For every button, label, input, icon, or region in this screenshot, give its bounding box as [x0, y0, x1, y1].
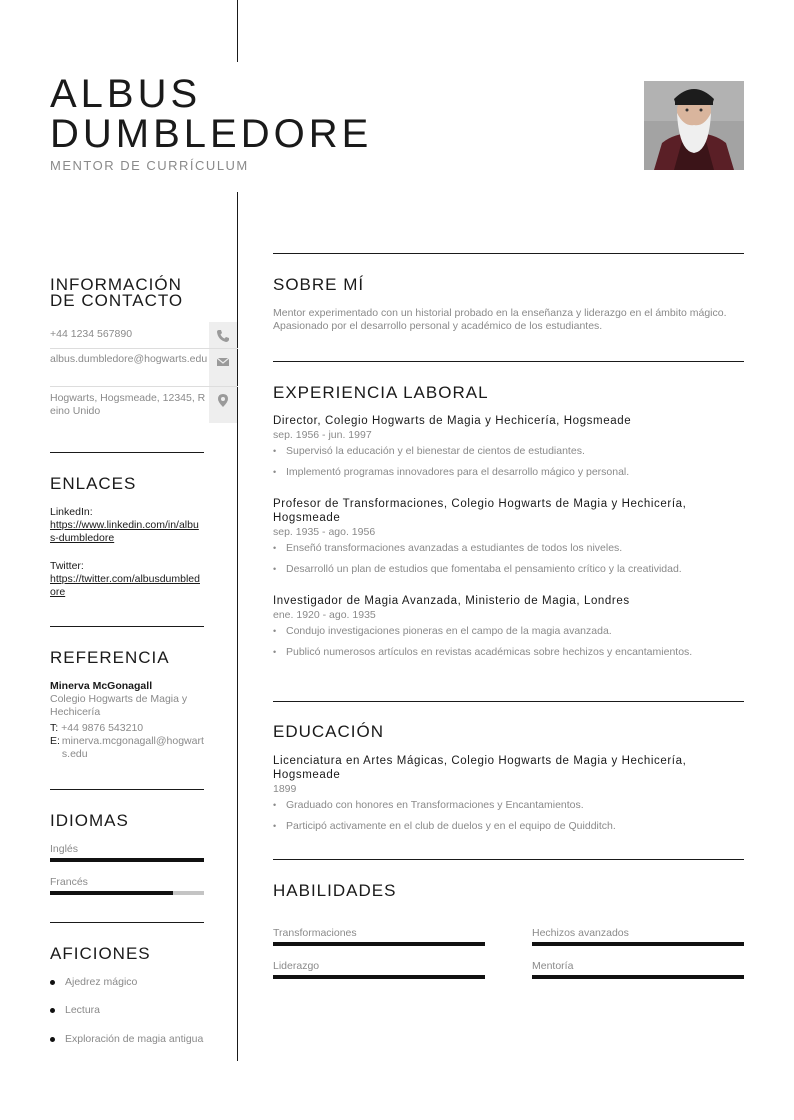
skill-name: Mentoría [532, 960, 574, 972]
languages-heading: IDIOMAS [50, 811, 129, 830]
language-level-fill [50, 891, 173, 895]
link-twitter [50, 560, 204, 599]
skill-level-fill [273, 942, 485, 946]
language-level-fill [50, 858, 204, 862]
skill-level-fill [532, 942, 744, 946]
job-bullet: • Enseñó transformaciones avanzadas a estudiantes de todos los niveles. [273, 542, 744, 555]
link-linkedin [50, 506, 204, 545]
about-text: Mentor experimentado con un historial probado en la enseñanza y liderazgo en el ámbito mágico. Apasionado por el desarrollo personal y académico de los estudiantes. [273, 307, 727, 332]
education-heading: EDUCACIÓN [273, 722, 385, 741]
links-divider [50, 452, 204, 453]
map-pin-icon [216, 393, 230, 407]
profile-photo [644, 81, 744, 170]
skill-item [532, 927, 744, 946]
skill-level-bar [532, 942, 744, 946]
education-bullet: • Graduado con honores en Transformaciones y Encantamientos. [273, 799, 744, 812]
languages-divider [50, 789, 204, 790]
education-degree: Licenciatura en Artes Mágicas, Colegio Hogwarts de Magia y Hechicería, Hogsmeade [273, 755, 687, 781]
skill-level-bar [273, 942, 485, 946]
language-level-bar [50, 891, 204, 895]
job-dates: sep. 1935 - ago. 1956 [273, 526, 376, 538]
experience-divider [273, 361, 744, 362]
language-name: Inglés [50, 843, 79, 855]
reference-phone: +44 9876 543210 [61, 722, 144, 734]
job-title: Director, Colegio Hogwarts de Magia y Hechicería, Hogsmeade [273, 415, 632, 427]
education-entry [273, 754, 744, 841]
skill-level-bar [532, 975, 744, 979]
job-entry [273, 594, 744, 667]
contact-heading: INFORMACIÓN DE CONTACTO [50, 275, 184, 310]
skills-heading: HABILIDADES [273, 881, 397, 900]
phone-icon [216, 329, 230, 343]
contact-email[interactable]: albus.dumbledore@hogwarts.edu [50, 353, 208, 365]
skill-item [273, 960, 485, 979]
skill-name: Hechizos avanzados [532, 927, 629, 939]
job-bullet: • Desarrolló un plan de estudios que fomentaba el pensamiento crítico y la creatividad. [273, 563, 744, 576]
hobby-item: Lectura [50, 1004, 204, 1017]
contact-address-row [50, 387, 238, 423]
experience-heading: EXPERIENCIA LABORAL [273, 383, 489, 402]
envelope-icon [216, 355, 230, 369]
hobbies-heading: AFICIONES [50, 944, 151, 963]
job-title: MENTOR DE CURRÍCULUM [50, 158, 249, 173]
skill-level-fill [273, 975, 485, 979]
reference-org: Colegio Hogwarts de Magia y Hechicería [50, 693, 188, 718]
reference-divider [50, 626, 204, 627]
reference-block [50, 680, 204, 761]
job-entry [273, 497, 744, 584]
twitter-url[interactable]: https://twitter.com/albusdumbledore [50, 573, 200, 598]
links-heading: ENLACES [50, 474, 137, 493]
job-title: Profesor de Transformaciones, Colegio Hogwarts de Magia y Hechicería, Hogsmeade [273, 498, 687, 524]
reference-phone-line [50, 722, 204, 735]
skill-level-fill [532, 975, 744, 979]
skill-name: Transformaciones [273, 927, 357, 939]
education-year: 1899 [273, 783, 297, 795]
reference-phone-label: T: [50, 722, 59, 734]
skill-name: Liderazgo [273, 960, 320, 972]
skill-item [273, 927, 485, 946]
job-dates: sep. 1956 - jun. 1997 [273, 429, 372, 441]
job-bullet: • Implementó programas innovadores para el desarrollo mágico y personal. [273, 466, 744, 479]
contact-email-row [50, 349, 238, 387]
education-bullet: • Participó activamente en el club de duelos y en el equipo de Quidditch. [273, 820, 744, 833]
language-name: Francés [50, 876, 88, 888]
reference-heading: REFERENCIA [50, 648, 170, 667]
first-name: ALBUS [50, 72, 202, 116]
reference-email-line [50, 735, 204, 761]
skills-divider [273, 859, 744, 860]
job-dates: ene. 1920 - ago. 1935 [273, 609, 376, 621]
job-bullet: • Publicó numerosos artículos en revistas académicas sobre hechizos y encantamientos. [273, 646, 744, 659]
contact-phone: +44 1234 567890 [50, 328, 133, 340]
contact-address: Hogwarts, Hogsmeade, 12345, Reino Unido [50, 392, 206, 417]
linkedin-label: LinkedIn: [50, 506, 93, 518]
reference-email-label: E: [50, 735, 60, 747]
about-divider [273, 253, 744, 254]
job-entry [273, 414, 744, 487]
contact-phone-row [50, 322, 238, 349]
job-bullet: • Condujo investigaciones pioneras en el campo de la magia avanzada. [273, 625, 744, 638]
job-title: Investigador de Magia Avanzada, Ministerio de Magia, Londres [273, 595, 630, 607]
last-name: DUMBLEDORE [50, 112, 373, 156]
skill-item [532, 960, 744, 979]
hobbies-divider [50, 922, 204, 923]
skill-level-bar [273, 975, 485, 979]
reference-name: Minerva McGonagall [50, 680, 153, 692]
job-bullet: • Supervisó la educación y el bienestar de cientos de estudiantes. [273, 445, 744, 458]
linkedin-url[interactable]: https://www.linkedin.com/in/albus-dumbledore [50, 519, 199, 544]
hobby-item: Ajedrez mágico [50, 976, 204, 989]
twitter-label: Twitter: [50, 560, 84, 572]
top-divider-line [237, 0, 238, 62]
education-divider [273, 701, 744, 702]
hobby-item: Exploración de magia antigua [50, 1033, 204, 1046]
candidate-name [50, 74, 372, 154]
about-heading: SOBRE MÍ [273, 275, 365, 294]
reference-email[interactable]: minerva.mcgonagall@hogwarts.edu [61, 735, 204, 760]
language-level-bar [50, 858, 204, 862]
